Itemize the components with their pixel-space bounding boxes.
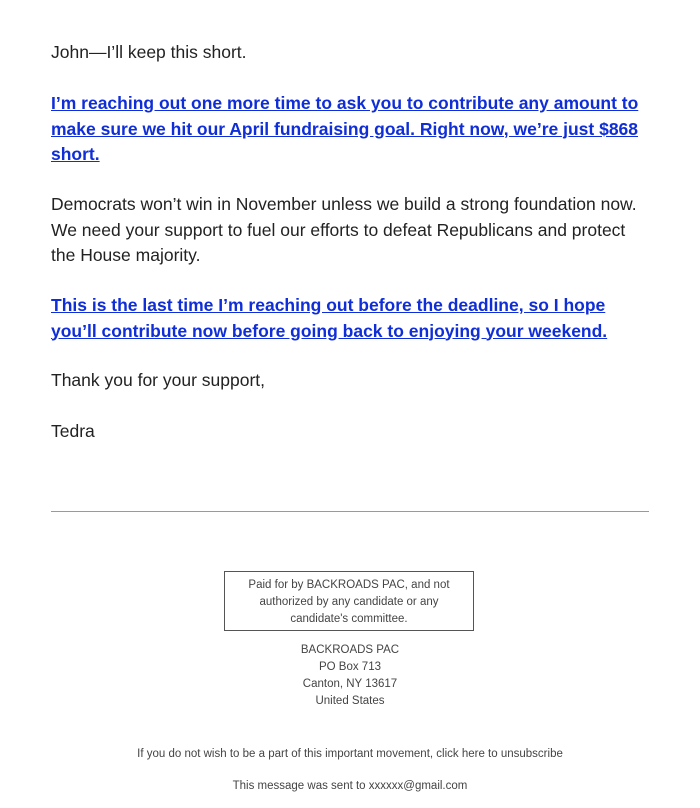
mailing-address [200, 642, 500, 710]
donate-link-1[interactable]: I’m reaching out one more time to ask you to contribute any amount to make sure we hit our April fundraising goal. Right now, we’re just $868 short. [51, 93, 639, 164]
greeting-text: John—I’ll keep this short. [51, 42, 247, 62]
donate-link-2[interactable]: This is the last time I’m reaching out before the deadline, so I hope you’ll contribute now before going back to enjoying your weekend. [51, 295, 608, 341]
address-line-2: Canton, NY 13617 [302, 678, 398, 690]
sent-to-notice [0, 778, 700, 795]
body-paragraph: Democrats won’t win in November unless we build a strong foundation now. We need your support to fuel our efforts to defeat Republicans and protect the House majority. [51, 194, 637, 265]
unsubscribe-link[interactable]: If you do not wish to be a part of this important movement, click here to unsubscribe [137, 748, 563, 760]
signature: Tedra [51, 421, 95, 441]
address-line-1: PO Box 713 [318, 661, 381, 673]
footer-divider [51, 511, 649, 512]
paid-for-disclaimer-box: Paid for by BACKROADS PAC, and not authorized by any candidate or any candidate's committee. [224, 571, 474, 631]
address-country: United States [315, 695, 385, 707]
closing-text: Thank you for your support, [51, 370, 265, 390]
recipient-email-link[interactable]: xxxxxx@gmail.com [368, 780, 468, 792]
sent-to-prefix: This message was sent to [232, 780, 369, 792]
address-org-name: BACKROADS PAC [300, 644, 400, 656]
